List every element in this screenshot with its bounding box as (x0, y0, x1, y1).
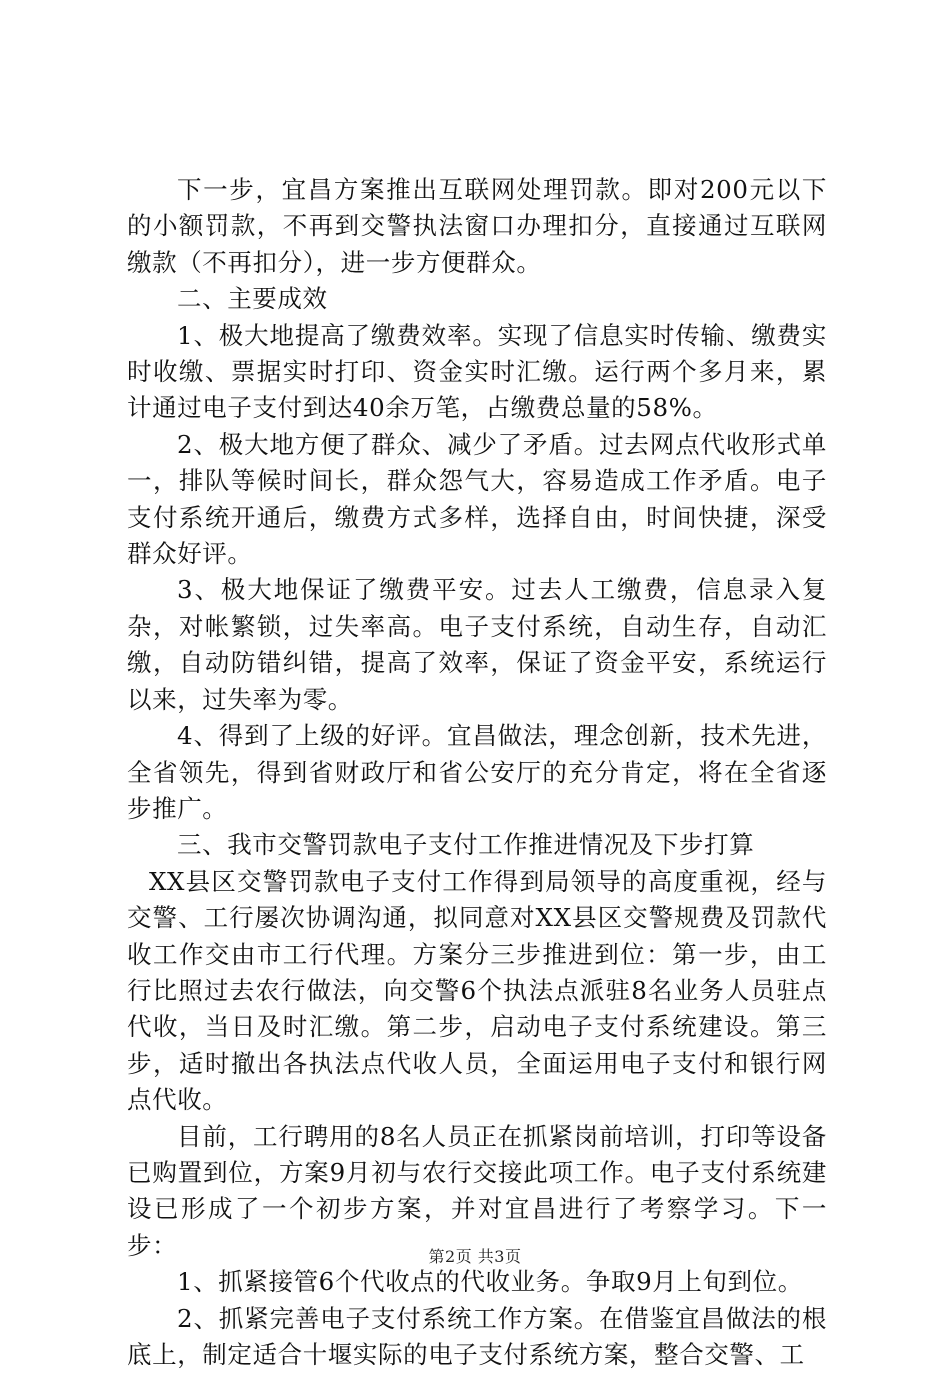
paragraph-county-progress: XX县区交警罚款电子支付工作得到局领导的高度重视，经与交警、工行屡次协调沟通，拟同意对XX县区交警规费及罚款代收工作交由市工行代理。方案分三步推进到位：第一步，由工行比照过去农行做法，向交警6个执法点派驻8名业务人员驻点代收，当日及时汇缴。第二步，启动电子支付系统建设。第三步，适时撤出各执法点代收人员，全面运用电子支付和银行网点代收。 (127, 866, 827, 1115)
section-heading-main-results: 二、主要成效 (177, 284, 328, 314)
paragraph-current-status: 目前，工行聘用的8名人员正在抓紧岗前培训，打印等设备已购置到位，方案9月初与农行交接此项工作。电子支付系统建设已形成了一个初步方案，并对宜昌进行了考察学习。下一步： (127, 1121, 827, 1260)
paragraph-result-3: 3、极大地保证了缴费平安。过去人工缴费，信息录入复杂，对帐繁锁，过失率高。电子支付系统，自动生存，自动汇缴，自动防错纠错，提高了效率，保证了资金平安，系统运行以来，过失率为零。 (127, 575, 827, 714)
section-heading-progress-plan: 三、我市交警罚款电子支付工作推进情况及下步打算 (177, 830, 755, 860)
paragraph-result-2: 2、极大地方便了群众、减少了矛盾。过去网点代收形式单一，排队等候时间长，群众怨气大，容易造成工作矛盾。电子支付系统开通后，缴费方式多样，选择自由，时间快捷，深受群众好评。 (127, 429, 827, 569)
paragraph-plan-1: 1、抓紧接管6个代收点的代收业务。争取9月上旬到位。 (177, 1267, 803, 1297)
document-body (127, 172, 827, 1373)
paragraph-next-step-internet: 下一步，宜昌方案推出互联网处理罚款。即对200元以下的小额罚款，不再到交警执法窗口办理扣分，直接通过互联网缴款（不再扣分），进一步方便群众。 (127, 175, 827, 277)
paragraph-plan-2: 2、抓紧完善电子支付系统工作方案。在借鉴宜昌做法的根底上，制定适合十堰实际的电子支付系统方案，整合交警、工 (127, 1303, 827, 1369)
paragraph-result-1: 1、极大地提高了缴费效率。实现了信息实时传输、缴费实时收缴、票据实时打印、资金实时汇缴。运行两个多月来，累计通过电子支付到达40余万笔，占缴费总量的58%。 (127, 320, 827, 423)
page-footer: 第2页 共3页 (428, 1247, 522, 1266)
paragraph-result-4: 4、得到了上级的好评。宜昌做法，理念创新，技术先进，全省领先，得到省财政厅和省公安厅的充分肯定，将在全省逐步推广。 (127, 721, 827, 823)
